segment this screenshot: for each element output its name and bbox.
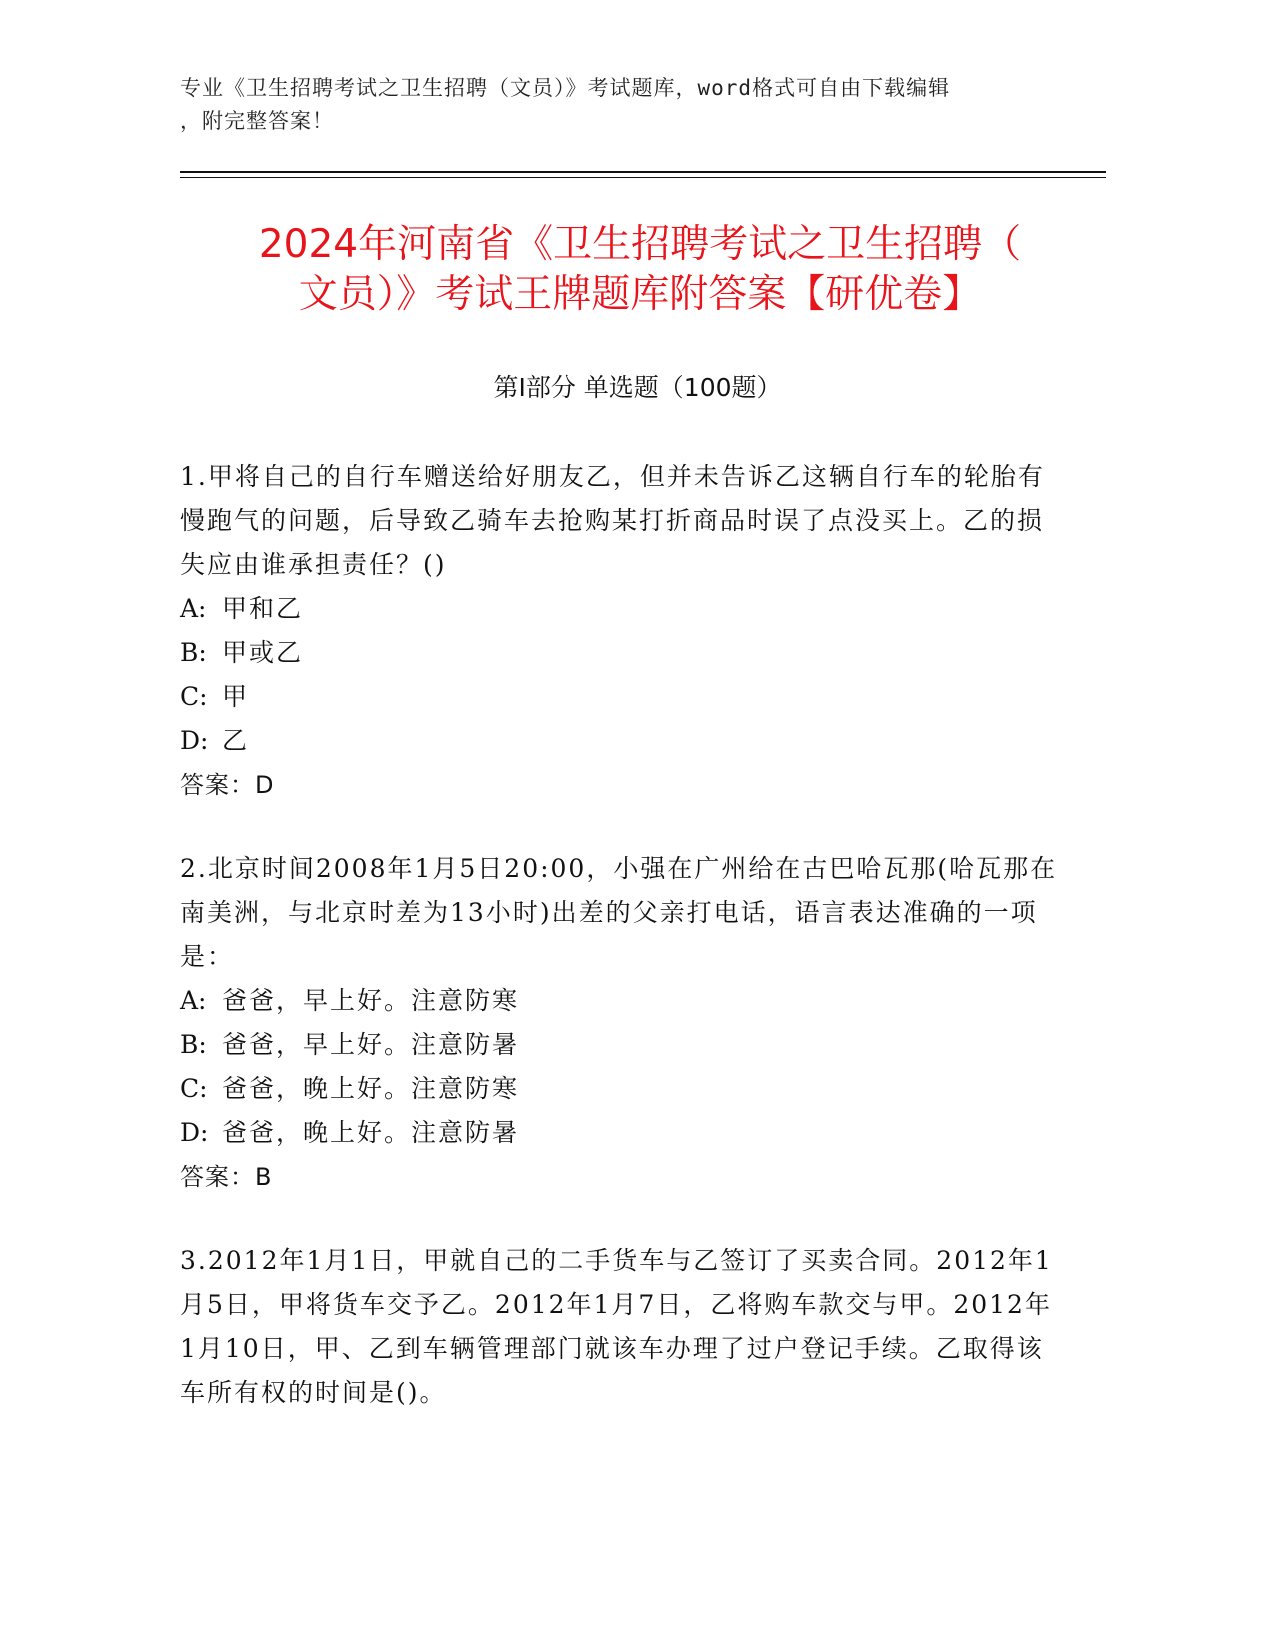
question-1 — [180, 455, 1060, 807]
option-a — [180, 979, 1060, 1023]
option-key: A: — [180, 986, 207, 1015]
option-b — [180, 631, 1060, 675]
option-d — [180, 719, 1060, 763]
option-text: 甲或乙 — [222, 638, 304, 667]
document-title — [170, 220, 1110, 320]
question-3 — [180, 1239, 1060, 1415]
question-stem: 1.甲将自己的自行车赠送给好朋友乙，但并未告诉乙这辆自行车的轮胎有慢跑气的问题，后导致乙骑车去抢购某打折商品时误了点没买上。乙的损失应由谁承担责任？() — [180, 462, 1045, 579]
option-d — [180, 1111, 1060, 1155]
option-text: 爸爸，早上好。注意防暑 — [222, 1030, 520, 1059]
option-text: 乙 — [222, 726, 250, 755]
question-stem: 2.北京时间2008年1月5日20:00，小强在广州给在古巴哈瓦那(哈瓦那在南美洲，与北京时差为13小时)出差的父亲打电话，语言表达准确的一项是： — [180, 854, 1058, 971]
option-b — [180, 1023, 1060, 1067]
option-text: 爸爸，早上好。注意防寒 — [222, 986, 520, 1015]
header-note — [180, 72, 1040, 138]
option-key: D: — [180, 1118, 209, 1147]
question-answer: 答案：D — [180, 771, 275, 799]
option-text: 爸爸，晚上好。注意防暑 — [222, 1118, 520, 1147]
question-stem: 3.2012年1月1日，甲就自己的二手货车与乙签订了买卖合同。2012年1月5日，甲将货车交予乙。2012年1月7日，乙将购车款交与甲。2012年1月10日，甲、乙到车辆管理部门就该车办理了过户登记手续。乙取得该车所有权的时间是()。 — [180, 1246, 1053, 1407]
header-note-line2: ，附完整答案！ — [180, 109, 334, 133]
question-answer: 答案：B — [180, 1163, 273, 1191]
option-text: 甲 — [222, 682, 250, 711]
document-title-line2: 文员）》考试王牌题库附答案【研优卷】 — [298, 272, 982, 317]
document-title-line1: 2024年河南省《卫生招聘考试之卫生招聘（ — [258, 222, 1022, 267]
option-key: A: — [180, 594, 207, 623]
section-title: 第Ⅰ部分 单选题（100题） — [493, 373, 782, 402]
header-divider-thick — [180, 171, 1106, 173]
option-text: 甲和乙 — [222, 594, 304, 623]
option-c — [180, 1067, 1060, 1111]
option-key: C: — [180, 682, 208, 711]
option-key: B: — [180, 638, 207, 667]
question-2 — [180, 847, 1060, 1199]
option-c — [180, 675, 1060, 719]
header-divider-thin — [180, 177, 1106, 178]
option-key: D: — [180, 726, 209, 755]
option-key: B: — [180, 1030, 207, 1059]
option-a — [180, 587, 1060, 631]
option-text: 爸爸，晚上好。注意防寒 — [222, 1074, 520, 1103]
header-note-line1: 专业《卫生招聘考试之卫生招聘（文员）》考试题库，word格式可自由下载编辑 — [180, 76, 951, 100]
option-key: C: — [180, 1074, 208, 1103]
